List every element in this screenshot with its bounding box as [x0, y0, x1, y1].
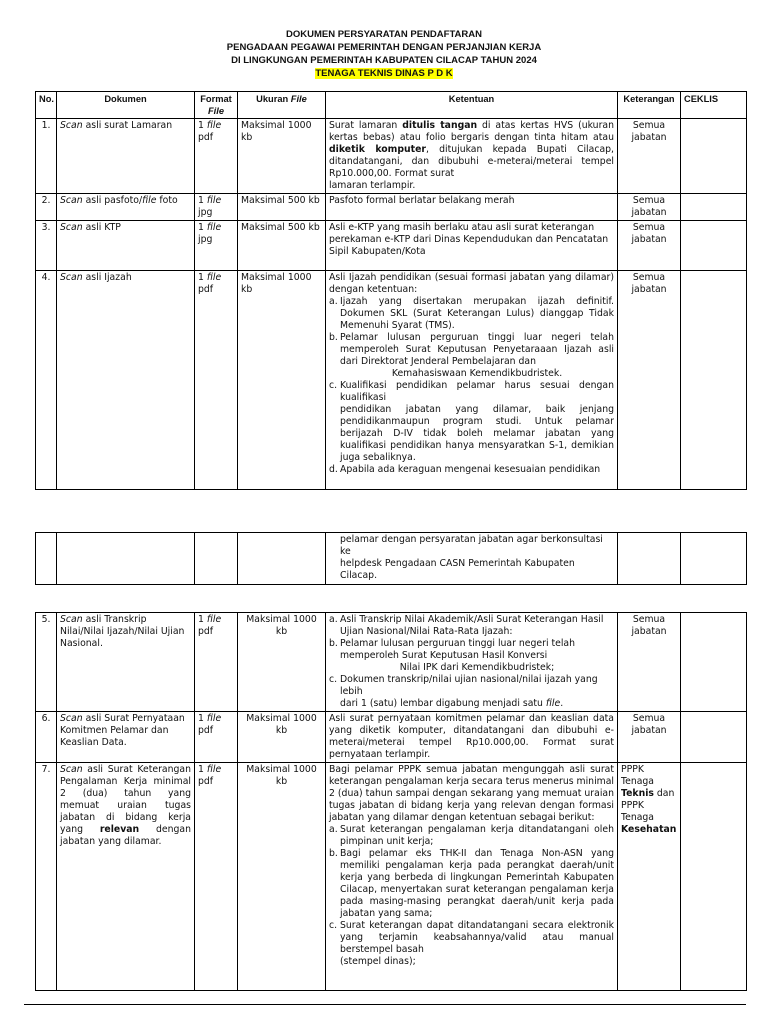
list-text: Apabila ada keraguan mengenai kesesuaian pendidikan: [340, 464, 601, 475]
format-file: file: [206, 272, 222, 283]
header-position: [0, 67, 768, 80]
requirements-table-page-1: [35, 91, 747, 490]
list-text: .: [560, 698, 564, 709]
row-size: Maksimal 1000 kb: [238, 271, 326, 490]
row-checkbox-cell[interactable]: [681, 712, 747, 763]
row-size: Maksimal 500 kb: [238, 194, 326, 221]
row-checkbox-cell[interactable]: [681, 194, 747, 221]
row-checkbox-cell[interactable]: [681, 119, 747, 194]
doc-scan: Scan: [60, 764, 83, 775]
col-format-b: File: [207, 106, 224, 116]
row-note: [618, 533, 681, 585]
list-text: Pelamar lulusan perguruan tinggi luar negeri telah memperoleh Surat Keputusan Hasil Konversi: [340, 638, 576, 661]
list-text-italic: file: [545, 698, 561, 709]
note-text: PPPK: [621, 764, 644, 775]
format-count: 1: [198, 120, 207, 131]
col-ukuran-b: File: [290, 94, 307, 104]
list-text: Dokumen transkrip/nilai ujian nasional/nilai ijazah yang lebih: [340, 674, 598, 697]
col-dokumen: Dokumen: [57, 92, 195, 119]
table-row: [36, 712, 747, 763]
row-size: Maksimal 1000 kb: [238, 119, 326, 194]
row-size: Maksimal 1000 kb: [238, 712, 326, 763]
requirements-table-page-2: [35, 612, 747, 991]
provision-bold: ditulis tangan: [402, 120, 478, 131]
provision-intro: Bagi pelamar PPPK semua jabatan mengunggah asli surat keterangan pengalaman kerja secara terus menerus minimal 2 (dua) tahun sampai dengan sekarang yang memuat uraian tugas jabatan di bidang kerja yang relevan dengan formasi jabatan yang dilamar dengan ketentuan sebagai berikut:: [329, 764, 614, 823]
row-note: Semua jabatan: [618, 712, 681, 763]
list-text: Bagi pelamar eks THK-II dan Tenaga Non-ASN yang memiliki pengalaman kerja pada perangkat daerah/unit kerja yang berbeda di lingkungan Pemerintah Kabupaten Cilacap, menyertakan surat keterangan pengalaman kerja pada masing-masing perangkat daerah/unit kerja pada jabatan yang sama;: [340, 848, 614, 919]
list-marker: c.: [329, 380, 338, 391]
row-checkbox-cell[interactable]: [681, 763, 747, 991]
format-file: file: [206, 120, 222, 131]
provision-bold: diketik komputer: [329, 144, 426, 155]
doc-file: file: [142, 195, 157, 206]
list-text: Pelamar lulusan perguruan tinggi luar negeri telah memperoleh Surat Keputusan Penyetaraaan Ijazah asli dari Direktorat Jenderal Pembelajaran dan: [340, 332, 614, 367]
header-location: DI LINGKUNGAN PEMERINTAH KABUPATEN CILACAP TAHUN 2024: [231, 55, 537, 66]
list-text: (stempel dinas);: [340, 956, 416, 967]
list-marker: b.: [329, 332, 338, 343]
provision-list: [329, 296, 614, 476]
doc-scan: Scan: [60, 272, 83, 283]
note-bold: Kesehatan: [621, 824, 677, 835]
col-ketentuan: Ketentuan: [326, 92, 618, 119]
row-checkbox-cell[interactable]: [681, 613, 747, 712]
list-text: Surat keterangan dapat ditandatangani secara elektronik yang terjamin keabsahannya/valid atau manual berstempel basah: [340, 920, 614, 955]
provision-text: di atas kertas HVS (ukuran kertas bebas) atau folio bergaris dengan tinta hitam atau: [329, 120, 614, 143]
document-header: [0, 28, 768, 80]
format-type: pdf: [198, 132, 214, 143]
row-number: 5.: [36, 613, 57, 712]
doc-text: asli Transkrip Nilai/Nilai Ijazah/Nilai Ujian Nasional.: [60, 614, 185, 649]
list-marker: a.: [329, 614, 338, 625]
list-item: [329, 920, 614, 968]
row-provision: Asli surat pernyataan komitmen pelamar dan keaslian data yang diketik komputer, ditandatangani dan dibubuhi e-meterai/meterai tempel Rp10.000,00. Format surat pernyataan terlampir.: [326, 712, 618, 763]
format-count: 1: [198, 764, 207, 775]
format-type: pdf: [198, 626, 214, 637]
format-file: file: [206, 764, 222, 775]
format-type: pdf: [198, 776, 214, 787]
note-text: Tenaga: [621, 812, 655, 823]
col-no: No.: [36, 92, 57, 119]
page-footer-divider: [24, 1004, 746, 1005]
row-format: [195, 533, 238, 585]
table-row: [36, 271, 747, 490]
header-subtitle: PENGADAAN PEGAWAI PEMERINTAH DENGAN PERJANJIAN KERJA: [226, 42, 542, 53]
list-marker: a.: [329, 296, 338, 307]
list-marker: b.: [329, 848, 338, 859]
row-note: Semua jabatan: [618, 271, 681, 490]
row-document: [57, 119, 195, 194]
format-file: file: [206, 195, 222, 206]
row-size: Maksimal 1000 kb: [238, 763, 326, 991]
list-marker: c.: [329, 674, 338, 685]
row-note: Semua jabatan: [618, 613, 681, 712]
table-row: [36, 194, 747, 221]
list-item: [329, 332, 614, 380]
format-count: 1: [198, 614, 207, 625]
row-number: 6.: [36, 712, 57, 763]
row-document: [57, 271, 195, 490]
row-number: 3.: [36, 221, 57, 271]
row-size: Maksimal 500 kb: [238, 221, 326, 271]
provision-intro: Asli Ijazah pendidikan (sesuai formasi jabatan yang dilamar) dengan ketentuan:: [329, 272, 614, 295]
format-count: 1: [198, 272, 207, 283]
provision-text: , ditujukan kepada Bupati Cilacap, ditandatangani, dan dibubuhi e-meterai/meterai tempel Rp10.000,00. Format surat: [329, 144, 614, 179]
doc-text: asli Ijazah: [82, 272, 132, 283]
row-provision: [326, 613, 618, 712]
format-type: jpg: [198, 207, 213, 218]
row-provision: [326, 221, 618, 271]
row-note: Semua jabatan: [618, 119, 681, 194]
row-format: [195, 613, 238, 712]
list-text: Kemahasiswaan Kemendikbudristek.: [391, 368, 563, 379]
format-count: 1: [198, 195, 207, 206]
list-text: Kualifikasi pendidikan pelamar harus sesuai dengan kualifikasi: [340, 380, 614, 403]
note-bold: Teknis: [621, 788, 654, 799]
provision-text: pelamar dengan persyaratan jabatan agar berkonsultasi ke: [340, 534, 603, 557]
format-type: pdf: [198, 284, 214, 295]
doc-text: asli Surat Keterangan Pengalaman Kerja minimal 2 (dua) tahun yang memuat uraian tugas jabatan di bidang kerja yang: [60, 764, 191, 835]
row-number: 1.: [36, 119, 57, 194]
list-text: Ijazah yang disertakan merupakan ijazah definitif. Dokumen SKL (Surat Keterangan Lulus) dianggap Tidak Memenuhi Syarat (TMS).: [340, 296, 614, 331]
row-format: [195, 763, 238, 991]
list-item: [329, 296, 614, 332]
row-format: [195, 271, 238, 490]
list-item: [329, 380, 614, 464]
row-number: 2.: [36, 194, 57, 221]
note-text: dan PPPK: [621, 788, 675, 811]
row-number: [36, 533, 57, 585]
col-ukuran: [238, 92, 326, 119]
provision-list: [329, 824, 614, 968]
format-file: file: [206, 222, 222, 233]
list-marker: b.: [329, 638, 338, 649]
row-format: [195, 712, 238, 763]
doc-text: asli KTP: [82, 222, 121, 233]
list-text: pendidikan jabatan yang dilamar, baik jenjang pendidikanmaupun program studi. Untuk pelamar berijazah D-IV tidak boleh melamar jabatan yang kualifikasi pendidikan hanya mensyaratkan S-1, demikian juga sebaliknya.: [340, 404, 614, 463]
row-provision: Pasfoto formal berlatar belakang merah: [326, 194, 618, 221]
table-row: [36, 119, 747, 194]
row-checkbox-cell[interactable]: [681, 533, 747, 585]
list-item: [329, 824, 614, 848]
row-format: [195, 221, 238, 271]
col-ceklis: CEKLIS: [681, 92, 747, 119]
format-count: 1: [198, 222, 207, 233]
provision-text: helpdesk Pengadaan CASN Pemerintah Kabupaten Cilacap.: [340, 558, 575, 581]
list-text: Nilai IPK dari Kemendikbudristek;: [399, 662, 555, 673]
table-header-row: [36, 92, 747, 119]
list-marker: d.: [329, 464, 338, 475]
format-file: file: [206, 713, 222, 724]
requirements-table-continuation: [35, 532, 747, 585]
table-row: [36, 533, 747, 585]
doc-scan: Scan: [60, 120, 83, 131]
row-note: Semua jabatan: [618, 194, 681, 221]
col-format-a: Format: [200, 94, 232, 104]
row-number: 4.: [36, 271, 57, 490]
col-keterangan: Keterangan: [618, 92, 681, 119]
format-type: jpg: [198, 234, 213, 245]
row-format: [195, 119, 238, 194]
doc-text: asli Surat Pernyataan Komitmen Pelamar dan Keaslian Data.: [60, 713, 185, 748]
list-text: Surat keterangan pengalaman kerja ditandatangani oleh pimpinan unit kerja;: [340, 824, 614, 847]
provision-text: lamaran terlampir.: [329, 180, 416, 191]
doc-scan: Scan: [60, 614, 83, 625]
doc-text: asli surat Lamaran: [82, 120, 173, 131]
table-row: [36, 763, 747, 991]
list-text: dari 1 (satu) lembar digabung menjadi satu: [340, 698, 546, 709]
row-provision: [326, 271, 618, 490]
format-type: pdf: [198, 725, 214, 736]
row-provision: [326, 763, 618, 991]
list-item: [329, 464, 614, 476]
note-text: Tenaga: [621, 776, 655, 787]
list-text: Asli Transkrip Nilai Akademik/Asli Surat Keterangan Hasil Ujian Nasional/Nilai Rata-Rata Ijazah:: [340, 614, 604, 637]
row-provision: [326, 533, 618, 585]
provision-text: perekaman e-KTP dari Dinas Kependudukan dan Pencatatan Sipil Kabupaten/Kota: [329, 234, 609, 257]
row-number: 7.: [36, 763, 57, 991]
row-size: Maksimal 1000 kb: [238, 613, 326, 712]
list-marker: c.: [329, 920, 338, 931]
doc-text: foto: [156, 195, 178, 206]
row-provision: [326, 119, 618, 194]
table-row: [36, 221, 747, 271]
row-note: [618, 763, 681, 991]
row-document: [57, 712, 195, 763]
row-checkbox-cell[interactable]: [681, 271, 747, 490]
provision-text: Asli e-KTP yang masih berlaku atau asli surat keterangan: [329, 222, 595, 233]
list-item: [329, 674, 614, 710]
doc-bold: relevan: [99, 824, 140, 835]
provision-text: Surat lamaran: [329, 120, 403, 131]
doc-scan: Scan: [60, 222, 83, 233]
row-format: [195, 194, 238, 221]
header-title: DOKUMEN PERSYARATAN PENDAFTARAN: [286, 29, 482, 40]
row-checkbox-cell[interactable]: [681, 221, 747, 271]
doc-scan: Scan: [60, 713, 83, 724]
list-item: [329, 614, 614, 638]
row-document: [57, 221, 195, 271]
row-document: [57, 763, 195, 991]
col-ukuran-a: Ukuran: [256, 94, 291, 104]
row-document: [57, 613, 195, 712]
list-item: [329, 848, 614, 920]
col-format: [195, 92, 238, 119]
format-file: file: [206, 614, 222, 625]
provision-list: [329, 614, 614, 710]
list-marker: a.: [329, 824, 338, 835]
row-size: [238, 533, 326, 585]
row-document: [57, 194, 195, 221]
header-position-highlight: TENAGA TEKNIS DINAS P D K: [315, 68, 453, 79]
doc-text: dengan jabatan yang dilamar.: [60, 824, 191, 847]
doc-scan: Scan: [60, 195, 83, 206]
row-document: [57, 533, 195, 585]
doc-text: asli pasfoto/: [82, 195, 143, 206]
table-row: [36, 613, 747, 712]
row-note: Semua jabatan: [618, 221, 681, 271]
format-count: 1: [198, 713, 207, 724]
list-item: [329, 638, 614, 674]
